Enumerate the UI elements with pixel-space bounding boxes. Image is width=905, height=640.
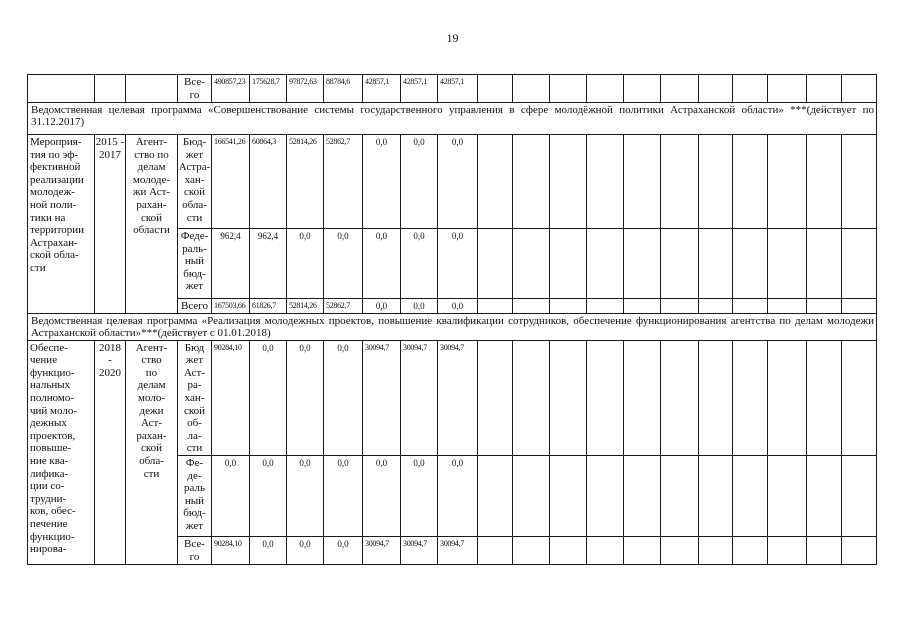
value-cell: 0,0 xyxy=(324,229,363,299)
cell-empty xyxy=(768,75,807,103)
value-cell: 30094,7 xyxy=(363,340,401,455)
value-cell: 0,0 xyxy=(324,455,363,536)
measure-cell: Мероприя- тия по эф- фективной реализации молодеж- ной поли- тики на территории Астрахан- ской обла- сти xyxy=(28,135,95,314)
cell-empty xyxy=(478,135,513,229)
value-cell: 90284,10 xyxy=(212,536,250,564)
cell-empty xyxy=(699,75,733,103)
cell-empty xyxy=(478,299,513,314)
source-cell: Все- го xyxy=(178,536,212,564)
value-cell: 0,0 xyxy=(363,229,401,299)
cell-empty xyxy=(587,135,624,229)
cell-empty xyxy=(624,75,661,103)
cell-empty xyxy=(768,536,807,564)
cell-empty xyxy=(733,340,768,455)
cell-empty xyxy=(624,229,661,299)
value-cell: 0,0 xyxy=(438,299,478,314)
value-cell: 0,0 xyxy=(250,536,287,564)
cell-empty xyxy=(624,135,661,229)
program-title: Ведомственная целевая программа «Совершенствование системы государственного управления в сфере молодёжной политики Астраханской области» ***(действует по 31.12.2017) xyxy=(28,103,877,135)
cell-empty xyxy=(624,299,661,314)
cell-empty xyxy=(550,75,587,103)
source-cell: Бюд жет Аст- ра- хан- ской об- ла- сти xyxy=(178,340,212,455)
cell-empty xyxy=(807,455,842,536)
value-cell: 52862,7 xyxy=(324,135,363,229)
value-cell: 0,0 xyxy=(363,455,401,536)
cell-empty xyxy=(842,229,877,299)
cell-empty xyxy=(661,229,699,299)
cell-empty xyxy=(513,299,550,314)
cell-empty xyxy=(807,229,842,299)
table-row xyxy=(28,340,877,455)
cell-empty xyxy=(513,135,550,229)
cell-empty xyxy=(699,536,733,564)
cell-empty xyxy=(699,299,733,314)
value-cell: 0,0 xyxy=(438,229,478,299)
cell-empty xyxy=(587,455,624,536)
value-cell: 0,0 xyxy=(401,229,438,299)
cell-empty xyxy=(513,340,550,455)
value-cell: 0,0 xyxy=(287,229,324,299)
cell-empty xyxy=(842,536,877,564)
cell-empty xyxy=(28,75,95,103)
cell-empty xyxy=(126,75,178,103)
value-cell: 42857,1 xyxy=(438,75,478,103)
cell-empty xyxy=(842,135,877,229)
source-cell: Феде- раль- ный бюд- жет xyxy=(178,229,212,299)
cell-empty xyxy=(661,299,699,314)
value-cell: 90284,10 xyxy=(212,340,250,455)
value-cell: 0,0 xyxy=(401,135,438,229)
cell-empty xyxy=(513,455,550,536)
cell-empty xyxy=(699,135,733,229)
value-cell: 0,0 xyxy=(324,536,363,564)
cell-empty xyxy=(587,75,624,103)
cell-empty xyxy=(807,299,842,314)
cell-empty xyxy=(842,75,877,103)
value-cell: 0,0 xyxy=(212,455,250,536)
measure-cell: Обеспе- чение функцио- нальных полномо- чий моло- дежных проектов, повыше- ние ква- лифика- ции со- трудни- ков, обес- печение функцио- нирова- xyxy=(28,340,95,564)
cell-empty xyxy=(807,340,842,455)
value-cell: 490857,23 xyxy=(212,75,250,103)
source-cell: Бюд- жет Астра- хан- ской обла- сти xyxy=(178,135,212,229)
value-cell: 30094,7 xyxy=(438,536,478,564)
cell-empty xyxy=(513,75,550,103)
cell-empty xyxy=(699,340,733,455)
value-cell: 30094,7 xyxy=(401,340,438,455)
cell-empty xyxy=(807,75,842,103)
table-row-top-total xyxy=(28,75,877,103)
value-cell: 30094,7 xyxy=(363,536,401,564)
cell-empty xyxy=(661,340,699,455)
value-cell: 0,0 xyxy=(250,340,287,455)
cell-empty xyxy=(768,340,807,455)
source-cell: Всего xyxy=(178,299,212,314)
cell-empty xyxy=(624,340,661,455)
budget-table xyxy=(27,74,877,565)
cell-empty xyxy=(478,455,513,536)
table-row-program-title xyxy=(28,103,877,135)
value-cell: 0,0 xyxy=(438,455,478,536)
cell-empty xyxy=(699,229,733,299)
cell-empty xyxy=(478,536,513,564)
cell-empty xyxy=(768,455,807,536)
cell-empty xyxy=(733,536,768,564)
cell-empty xyxy=(842,299,877,314)
cell-empty xyxy=(661,455,699,536)
period-cell: 2015 - 2017 xyxy=(95,135,126,314)
cell-empty xyxy=(587,340,624,455)
source-cell: Все- го xyxy=(178,75,212,103)
cell-empty xyxy=(513,536,550,564)
cell-empty xyxy=(550,229,587,299)
cell-empty xyxy=(478,75,513,103)
cell-empty xyxy=(768,229,807,299)
value-cell: 60864,3 xyxy=(250,135,287,229)
cell-empty xyxy=(842,340,877,455)
cell-empty xyxy=(513,229,550,299)
cell-empty xyxy=(768,135,807,229)
value-cell: 52814,26 xyxy=(287,135,324,229)
source-cell: Фе- де- раль ный бюд- жет xyxy=(178,455,212,536)
cell-empty xyxy=(807,135,842,229)
cell-empty xyxy=(550,340,587,455)
cell-empty xyxy=(624,536,661,564)
value-cell: 0,0 xyxy=(287,536,324,564)
value-cell: 97872,63 xyxy=(287,75,324,103)
value-cell: 0,0 xyxy=(363,135,401,229)
page-number: 19 xyxy=(446,31,459,45)
cell-empty xyxy=(587,299,624,314)
value-cell: 30094,7 xyxy=(438,340,478,455)
cell-empty xyxy=(768,299,807,314)
cell-empty xyxy=(733,229,768,299)
cell-empty xyxy=(624,455,661,536)
value-cell: 61826,7 xyxy=(250,299,287,314)
value-cell: 0,0 xyxy=(401,299,438,314)
cell-empty xyxy=(95,75,126,103)
period-cell: 2018 - 2020 xyxy=(95,340,126,564)
agency-cell: Агент- ство по делам моло- дежи Аст- рахан- ской обла- сти xyxy=(126,340,178,564)
value-cell: 0,0 xyxy=(324,340,363,455)
cell-empty xyxy=(661,536,699,564)
cell-empty xyxy=(661,135,699,229)
value-cell: 30094,7 xyxy=(401,536,438,564)
cell-empty xyxy=(733,299,768,314)
cell-empty xyxy=(587,229,624,299)
value-cell: 0,0 xyxy=(363,299,401,314)
cell-empty xyxy=(550,536,587,564)
value-cell: 0,0 xyxy=(250,455,287,536)
cell-empty xyxy=(733,135,768,229)
value-cell: 0,0 xyxy=(438,135,478,229)
cell-empty xyxy=(550,135,587,229)
cell-empty xyxy=(842,455,877,536)
value-cell: 42857,1 xyxy=(401,75,438,103)
cell-empty xyxy=(550,299,587,314)
value-cell: 0,0 xyxy=(287,455,324,536)
value-cell: 166541,26 xyxy=(212,135,250,229)
value-cell: 88784,6 xyxy=(324,75,363,103)
value-cell: 42857,1 xyxy=(363,75,401,103)
table-row xyxy=(28,135,877,229)
value-cell: 175628,7 xyxy=(250,75,287,103)
value-cell: 52862,7 xyxy=(324,299,363,314)
cell-empty xyxy=(478,340,513,455)
cell-empty xyxy=(699,455,733,536)
cell-empty xyxy=(587,536,624,564)
value-cell: 0,0 xyxy=(401,455,438,536)
program-title: Ведомственная целевая программа «Реализация молодежных проектов, повышение квалификации сотрудников, обеспечение функционирования агентства по делам молодежи Астраханской области»***(действует с 01.01.2018) xyxy=(28,313,877,340)
table-row-program-title xyxy=(28,313,877,340)
value-cell: 0,0 xyxy=(287,340,324,455)
cell-empty xyxy=(733,455,768,536)
cell-empty xyxy=(550,455,587,536)
value-cell: 52814,26 xyxy=(287,299,324,314)
cell-empty xyxy=(733,75,768,103)
cell-empty xyxy=(807,536,842,564)
cell-empty xyxy=(661,75,699,103)
cell-empty xyxy=(478,229,513,299)
agency-cell: Агент- ство по делам молоде- жи Аст- рахан- ской области xyxy=(126,135,178,314)
value-cell: 962,4 xyxy=(212,229,250,299)
value-cell: 167503,66 xyxy=(212,299,250,314)
value-cell: 962,4 xyxy=(250,229,287,299)
